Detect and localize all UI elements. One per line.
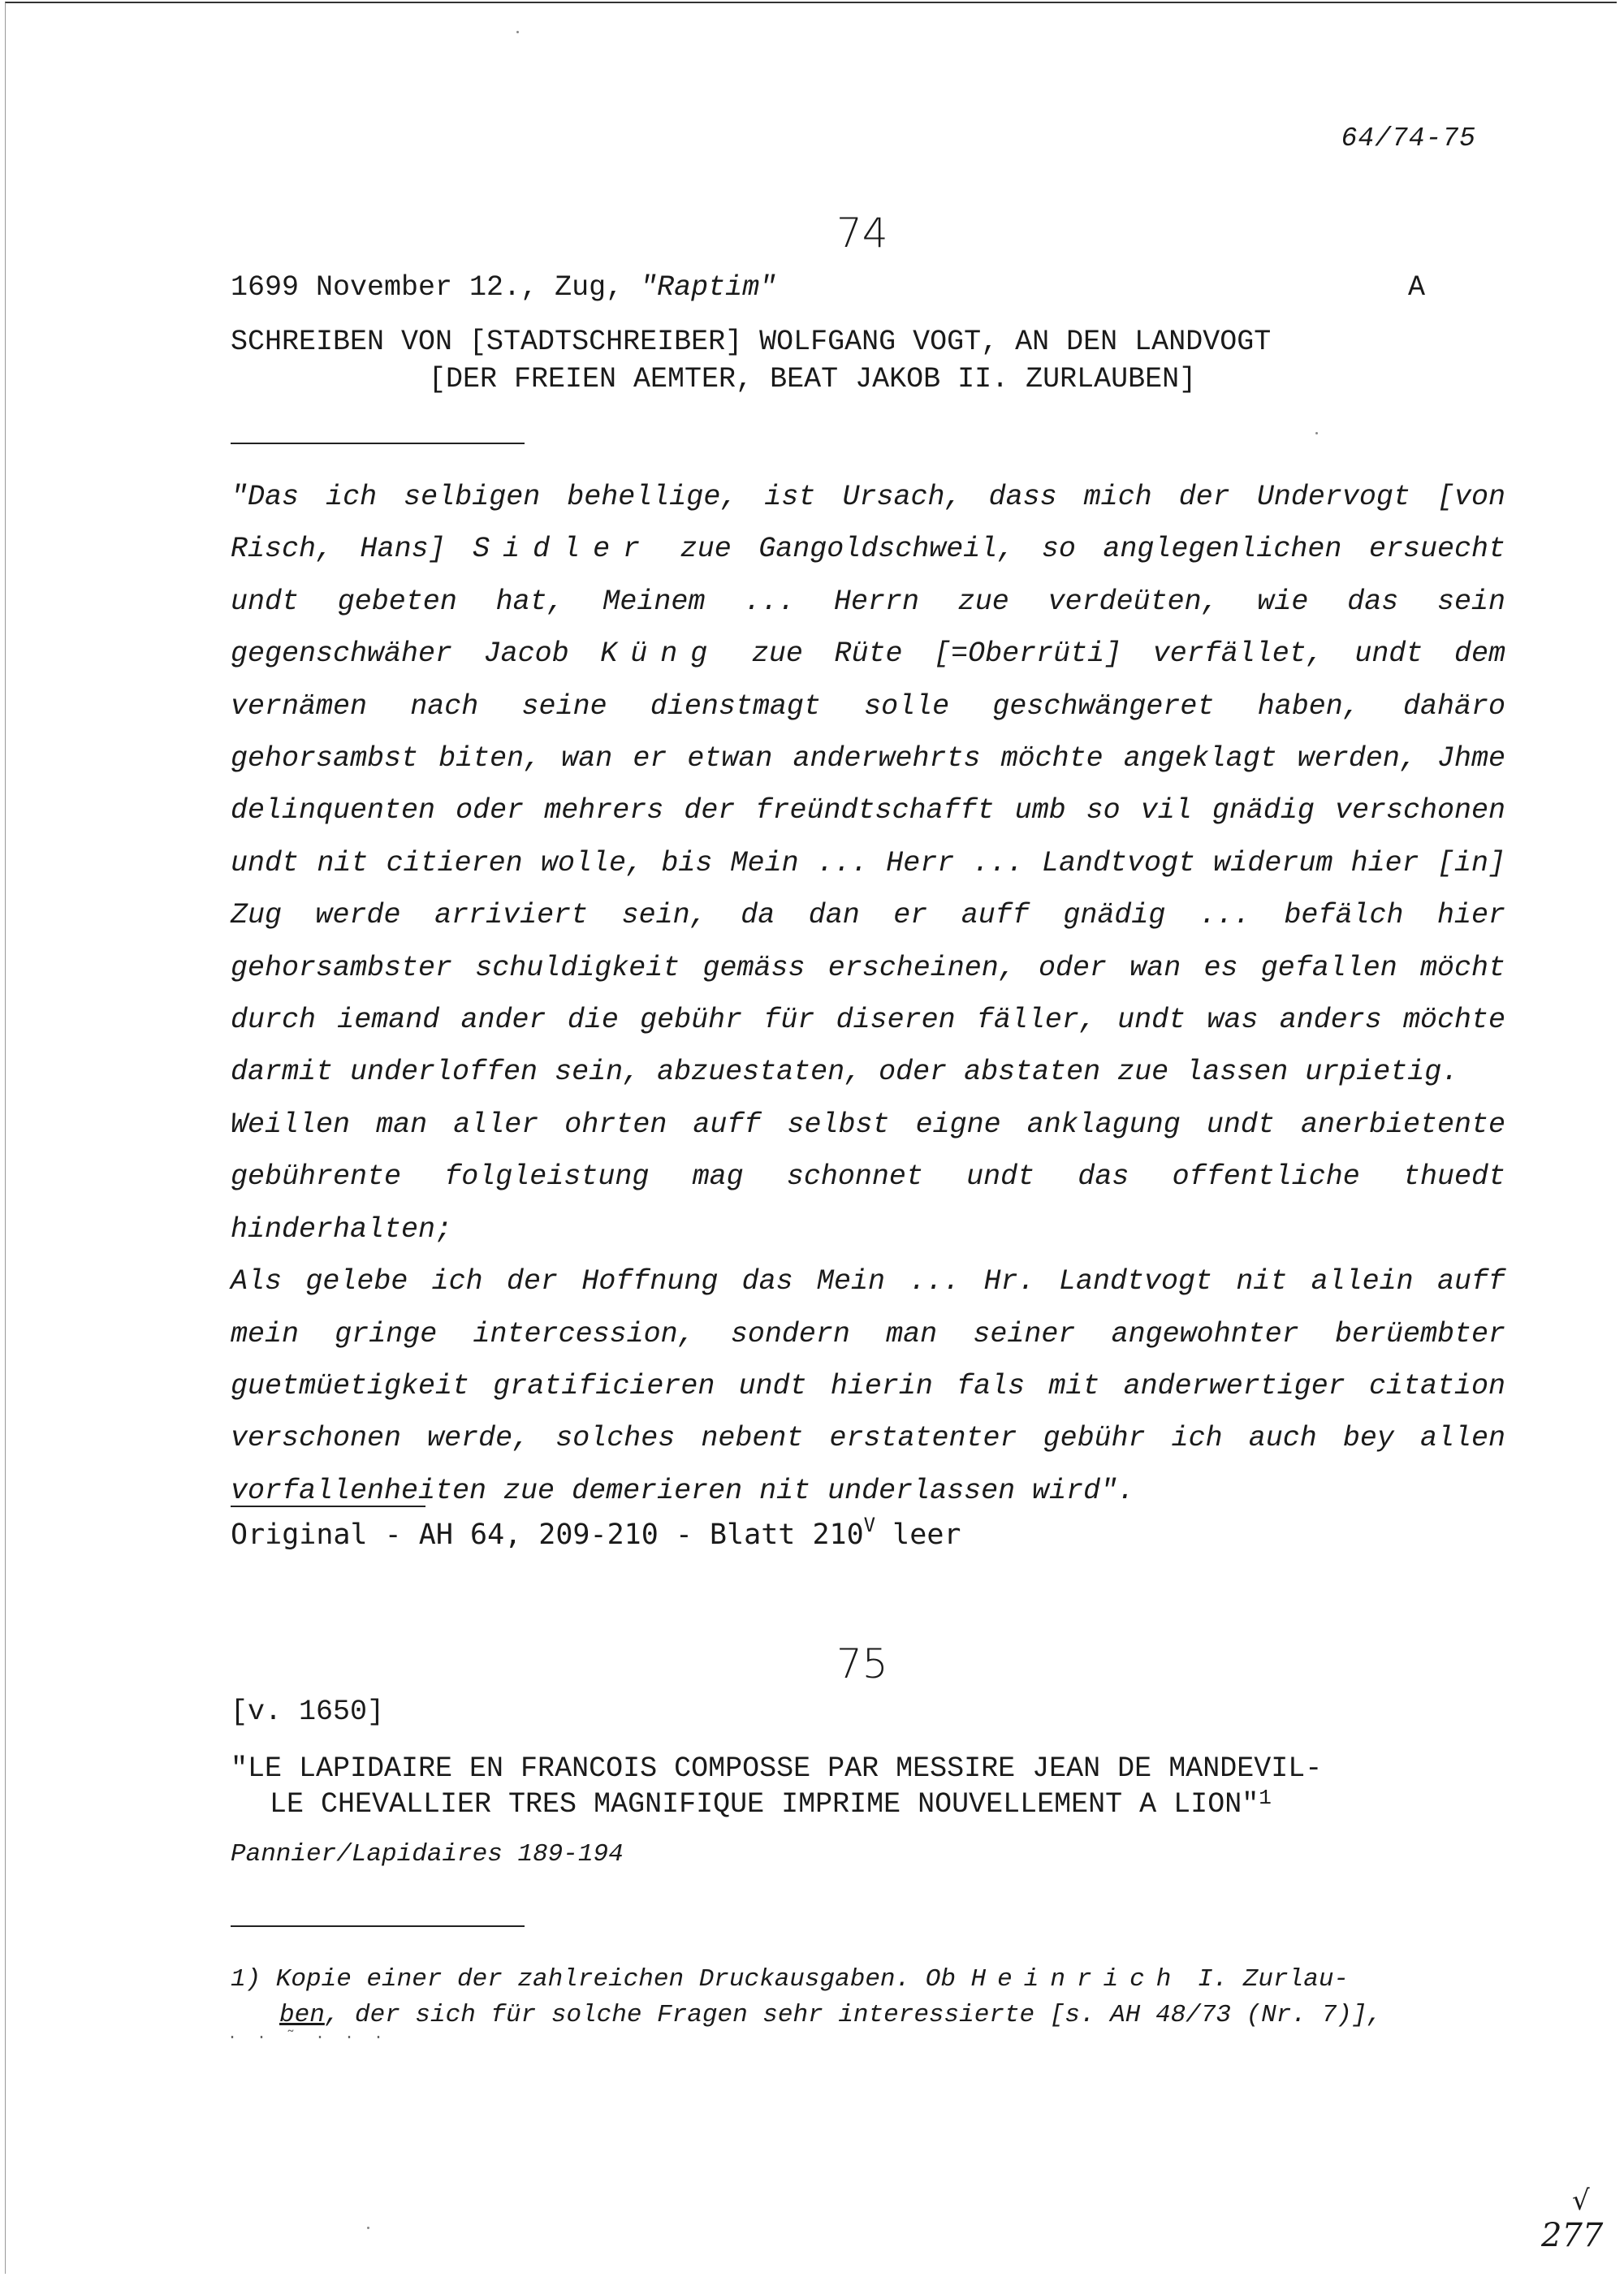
footnote — [231, 1962, 1382, 2033]
verso-mark: V — [863, 1514, 876, 1536]
footnote-marker: 1 — [1259, 1786, 1272, 1810]
handwritten-folio-number: 277 — [1541, 2217, 1604, 2254]
version-letter: A — [1408, 271, 1426, 304]
archive-reference: 64/74-75 — [1341, 123, 1476, 153]
person-name: Küng — [600, 637, 721, 671]
footnote-line-2 — [231, 1998, 1382, 2033]
document-number-74: 74 — [836, 210, 888, 257]
speck — [516, 31, 519, 33]
source-text: Original - AH 64, 209-210 - Blatt 210 — [231, 1519, 864, 1551]
document-75-date: [v. 1650] — [231, 1696, 385, 1728]
heading-rule — [231, 443, 525, 444]
check-mark-icon: √ — [1572, 2184, 1590, 2217]
title-line-2-text: LE CHEVALLIER TRES MAGNIFIQUE IMPRIME NOUVELLEMENT A LION" — [270, 1788, 1259, 1821]
footnote-text: , der sich für solche Fragen sehr interessierte [s. AH 48/73 (Nr. 7)], — [324, 2001, 1383, 2029]
document-number-75: 75 — [836, 1640, 888, 1687]
footnote-underlined: ben — [279, 2001, 325, 2029]
heading-line-1: SCHREIBEN VON [STADTSCHREIBER] WOLFGANG VOGT, AN DEN LANDVOGT — [231, 326, 1272, 358]
body-text: zue Gangoldschweil, so anglegenlichen ersuecht undt gebeten hat, Meinem ... Herrn zue verdeüten, wie das sein gegenschwäher Jacob — [231, 533, 1505, 671]
person-name: Heinrich — [970, 1965, 1183, 1994]
document-75-title — [231, 1751, 1322, 1822]
footnote-line-1 — [231, 1965, 1349, 1994]
source-note — [231, 1514, 961, 1551]
speck — [1315, 432, 1318, 434]
ink-specks: · · ˜ · · · — [227, 2029, 389, 2047]
heading-line-2: [DER FREIEN AEMTER, BEAT JAKOB II. ZURLAUBEN] — [429, 363, 1197, 395]
body-text: zue Rüte [=Oberrüti] verfället, undt dem vernämen nach seine dienstmagt solle geschwängeret haben, dahäro gehorsambst biten, wan er etwan anderwehrts möchte angeklagt werden, Jhme delinquenten oder mehrers der freündtschafft umb so vil gnädig verschonen undt nit citieren wolle, bis Mein ... Herr ... Landtvogt widerum hier [in] Zug werde arriviert sein, da dan er auff gnädig ... befälch hier gehorsambster schuldigkeit gemäss erscheinen, oder wan es gefallen möcht durch iemand ander die gebühr für diseren fäller, undt was anders möchte darmit underloffen sein, abzuestaten, oder abstaten zue lassen urpietig. — [231, 637, 1505, 1089]
body-text: "Das ich selbigen behellige, ist Ursach, dass mich der Undervogt [von Risch, Hans] — [231, 481, 1505, 566]
date-place: 1699 November 12., Zug, — [231, 271, 641, 304]
document-date-line — [231, 271, 776, 304]
person-name: Sidler — [473, 533, 654, 566]
source-tail: leer — [875, 1519, 961, 1551]
source-rule — [231, 1506, 425, 1507]
body-paragraph-2: Weillen man aller ohrten auff selbst eigne anklagung undt anerbietente gebührente folgleistung mag schonnet undt das offentliche thuedt hinderhalten; — [231, 1108, 1505, 1246]
document-heading — [231, 323, 1271, 398]
footnote-text: 1) Kopie einer der zahlreichen Druckausgaben. Ob — [231, 1965, 971, 1994]
date-note: "Raptim" — [640, 271, 777, 304]
body-paragraph-3: Als gelebe ich der Hoffnung das Mein ... Hr. Landtvogt nit allein auff mein gringe intercession, sondern man seiner angewohnter berüembter guetmüetigkeit gratificieren undt hierin fals mit anderwertiger citation verschonen werde, solches nebent erstatenter gebühr ich auch bey allen vorfallenheiten zue demerieren nit underlassen wird". — [231, 1265, 1505, 1507]
letter-body — [231, 471, 1505, 1517]
footnote-rule — [231, 1925, 525, 1927]
body-paragraph-1 — [231, 471, 1505, 1099]
title-line-2 — [231, 1787, 1322, 1822]
bibliography-reference: Pannier/Lapidaires 189-194 — [231, 1840, 624, 1869]
speck — [367, 2227, 369, 2229]
footnote-text: I. Zurlau- — [1182, 1965, 1350, 1994]
title-line-1: "LE LAPIDAIRE EN FRANCOIS COMPOSSE PAR MESSIRE JEAN DE MANDEVIL- — [231, 1752, 1323, 1785]
